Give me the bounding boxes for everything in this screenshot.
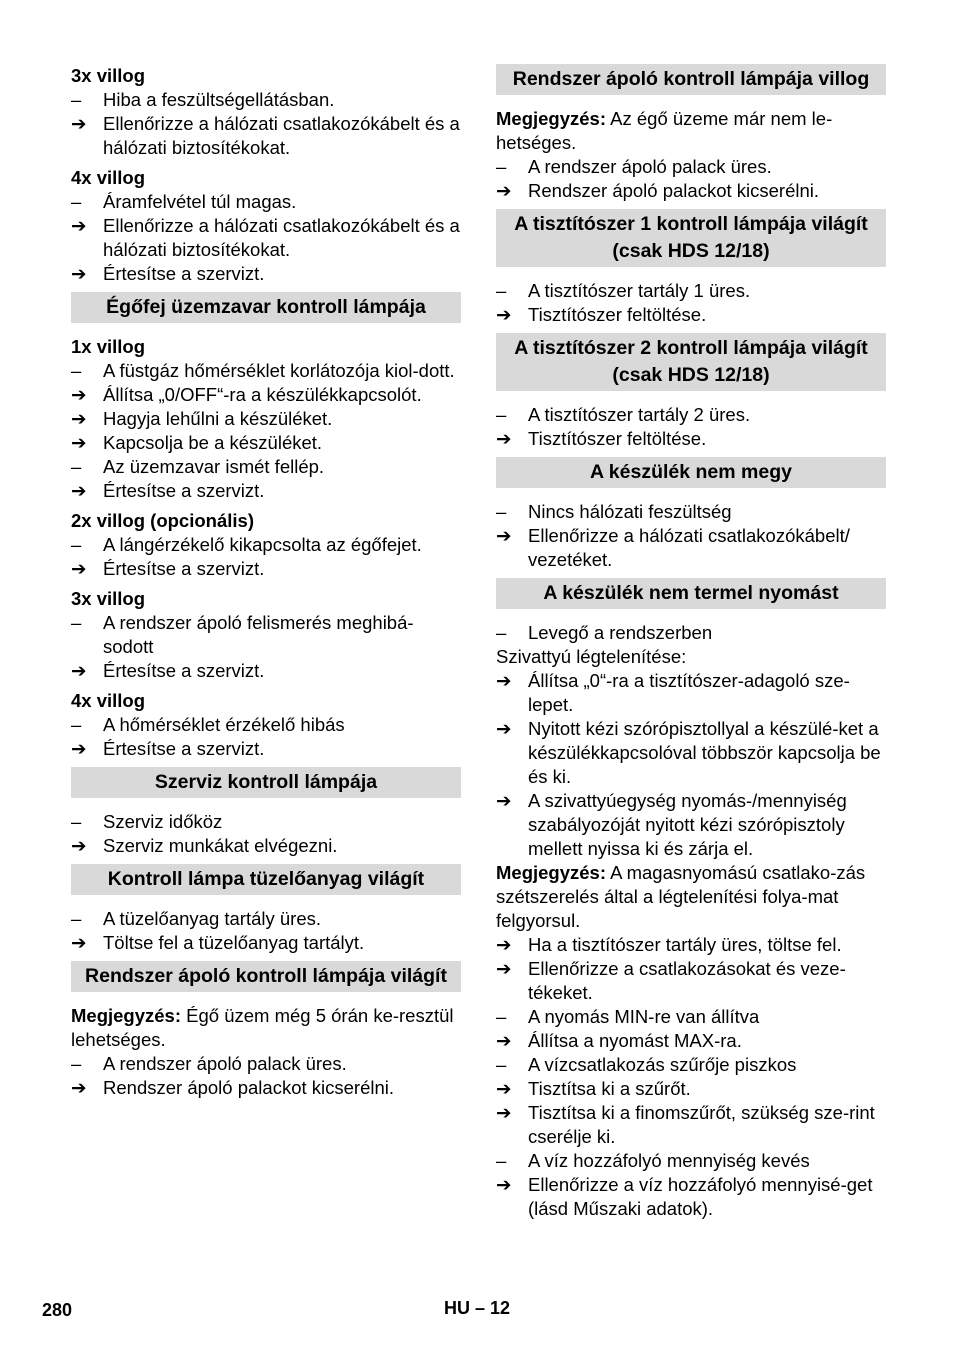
subheading: 3x villog bbox=[71, 65, 146, 86]
cause-item bbox=[496, 155, 886, 179]
subheading: 4x villog bbox=[71, 167, 146, 188]
arrow-icon: ➔ bbox=[71, 1077, 87, 1098]
subheading: 2x villog (opcionális) bbox=[71, 510, 254, 531]
cause-item bbox=[71, 810, 461, 834]
item-text: Tisztítószer feltöltése. bbox=[528, 304, 707, 325]
left-column bbox=[71, 64, 461, 1100]
action-item bbox=[496, 933, 886, 957]
arrow-icon: ➔ bbox=[496, 304, 512, 325]
arrow-icon: ➔ bbox=[71, 408, 87, 429]
action-item bbox=[71, 931, 461, 955]
item-text: Rendszer ápoló palackot kicserélni. bbox=[528, 180, 820, 201]
item-text: A tüzelőanyag tartály üres. bbox=[103, 908, 322, 929]
item-text: Levegő a rendszerben bbox=[528, 622, 713, 643]
action-item bbox=[496, 789, 886, 861]
section-heading: A készülék nem termel nyomást bbox=[496, 578, 886, 609]
action-item bbox=[71, 214, 461, 262]
action-item bbox=[496, 1077, 886, 1101]
dash-icon: – bbox=[71, 714, 82, 735]
section-heading: Rendszer ápoló kontroll lámpája villog bbox=[496, 64, 886, 95]
arrow-icon: ➔ bbox=[71, 113, 87, 134]
arrow-icon: ➔ bbox=[496, 1174, 512, 1195]
action-item bbox=[71, 431, 461, 455]
item-text: A füstgáz hőmérséklet korlátozója kiol-dott. bbox=[103, 360, 455, 381]
arrow-icon: ➔ bbox=[71, 558, 87, 579]
action-item bbox=[496, 1173, 886, 1221]
cause-item bbox=[71, 190, 461, 214]
dash-icon: – bbox=[496, 501, 507, 522]
dash-icon: – bbox=[71, 908, 82, 929]
item-text: Értesítse a szervizt. bbox=[103, 738, 265, 759]
arrow-icon: ➔ bbox=[71, 215, 87, 236]
arrow-icon: ➔ bbox=[496, 934, 512, 955]
item-text: Hiba a feszültségellátásban. bbox=[103, 89, 335, 110]
dash-icon: – bbox=[496, 1150, 507, 1171]
cause-item bbox=[71, 611, 461, 659]
dash-icon: – bbox=[71, 811, 82, 832]
action-item bbox=[71, 1076, 461, 1100]
arrow-icon: ➔ bbox=[496, 428, 512, 449]
item-text: Ellenőrizze a víz hozzáfolyó mennyisé-get (lásd Műszaki adatok). bbox=[528, 1174, 873, 1219]
note-label: Megjegyzés: bbox=[71, 1005, 182, 1026]
dash-icon: – bbox=[496, 1006, 507, 1027]
cause-item bbox=[71, 1052, 461, 1076]
item-text: Tisztítószer feltöltése. bbox=[528, 428, 707, 449]
action-item bbox=[71, 659, 461, 683]
action-item bbox=[71, 479, 461, 503]
section-heading: Szerviz kontroll lámpája bbox=[71, 767, 461, 798]
arrow-icon: ➔ bbox=[71, 835, 87, 856]
section-heading: A készülék nem megy bbox=[496, 457, 886, 488]
item-text: Ellenőrizze a hálózati csatlakozókábelt és a hálózati biztosítékokat. bbox=[103, 113, 460, 158]
item-text: Rendszer ápoló palackot kicserélni. bbox=[103, 1077, 395, 1098]
cause-item bbox=[71, 455, 461, 479]
item-text: Szerviz időköz bbox=[103, 811, 223, 832]
arrow-icon: ➔ bbox=[496, 670, 512, 691]
action-item bbox=[71, 383, 461, 407]
item-text: Állítsa a nyomást MAX-ra. bbox=[528, 1030, 742, 1051]
action-item bbox=[71, 834, 461, 858]
note-text: Égő üzem még 5 órán ke-resztül lehetséges. bbox=[71, 1005, 454, 1050]
action-item bbox=[496, 179, 886, 203]
section-heading: A tisztítószer 1 kontroll lámpája világít (csak HDS 12/18) bbox=[496, 209, 886, 267]
cause-item bbox=[71, 88, 461, 112]
cause-item bbox=[71, 533, 461, 557]
dash-icon: – bbox=[496, 622, 507, 643]
dash-icon: – bbox=[71, 360, 82, 381]
item-text: Ellenőrizze a hálózati csatlakozókábelt/ vezetéket. bbox=[528, 525, 850, 570]
section-heading: Égőfej üzemzavar kontroll lámpája bbox=[71, 292, 461, 323]
action-item bbox=[496, 1029, 886, 1053]
arrow-icon: ➔ bbox=[71, 480, 87, 501]
item-text: Kapcsolja be a készüléket. bbox=[103, 432, 323, 453]
arrow-icon: ➔ bbox=[71, 432, 87, 453]
dash-icon: – bbox=[496, 156, 507, 177]
action-item bbox=[496, 957, 886, 1005]
note-label: Megjegyzés: bbox=[496, 108, 607, 129]
dash-icon: – bbox=[496, 404, 507, 425]
item-text: Nincs hálózati feszültség bbox=[528, 501, 732, 522]
item-text: Hagyja lehűlni a készüléket. bbox=[103, 408, 333, 429]
arrow-icon: ➔ bbox=[496, 718, 512, 739]
arrow-icon: ➔ bbox=[71, 738, 87, 759]
item-text: Áramfelvétel túl magas. bbox=[103, 191, 297, 212]
note-text: Az égő üzeme már nem le-hetséges. bbox=[496, 108, 833, 153]
item-text: Állítsa „0“-ra a tisztítószer-adagoló sze-lepet. bbox=[528, 670, 850, 715]
item-text: A víz hozzáfolyó mennyiség kevés bbox=[528, 1150, 810, 1171]
action-item bbox=[496, 303, 886, 327]
right-column bbox=[496, 64, 886, 1221]
dash-icon: – bbox=[71, 534, 82, 555]
cause-item bbox=[496, 1005, 886, 1029]
note bbox=[71, 1004, 461, 1052]
arrow-icon: ➔ bbox=[496, 180, 512, 201]
cause-item bbox=[496, 1149, 886, 1173]
page-number: 280 bbox=[42, 1300, 73, 1320]
dash-icon: – bbox=[71, 456, 82, 477]
item-text: Ellenőrizze a csatlakozásokat és veze-tékeket. bbox=[528, 958, 846, 1003]
item-text: A vízcsatlakozás szűrője piszkos bbox=[528, 1054, 797, 1075]
action-item bbox=[71, 407, 461, 431]
cause-item bbox=[71, 907, 461, 931]
dash-icon: – bbox=[71, 89, 82, 110]
note-label: Megjegyzés: bbox=[496, 862, 607, 883]
action-item bbox=[496, 1101, 886, 1149]
action-item bbox=[71, 262, 461, 286]
item-text: A nyomás MIN-re van állítva bbox=[528, 1006, 760, 1027]
dash-icon: – bbox=[496, 280, 507, 301]
cause-item bbox=[71, 359, 461, 383]
paragraph: Szivattyú légtelenítése: bbox=[496, 646, 687, 667]
arrow-icon: ➔ bbox=[496, 1102, 512, 1123]
item-text: Tisztítsa ki a szűrőt. bbox=[528, 1078, 691, 1099]
item-text: Értesítse a szervizt. bbox=[103, 660, 265, 681]
arrow-icon: ➔ bbox=[496, 1078, 512, 1099]
action-item bbox=[496, 524, 886, 572]
subheading: 3x villog bbox=[71, 588, 146, 609]
arrow-icon: ➔ bbox=[496, 1030, 512, 1051]
item-text: A tisztítószer tartály 2 üres. bbox=[528, 404, 751, 425]
dash-icon: – bbox=[71, 191, 82, 212]
item-text: A tisztítószer tartály 1 üres. bbox=[528, 280, 751, 301]
subheading: 4x villog bbox=[71, 690, 146, 711]
cause-item bbox=[496, 500, 886, 524]
section-heading: Kontroll lámpa tüzelőanyag világít bbox=[71, 864, 461, 895]
item-text: A rendszer ápoló palack üres. bbox=[103, 1053, 347, 1074]
item-text: A szivattyúegység nyomás-/mennyiség szabályozóját nyitott kézi szórópisztoly mellett nyissa ki és zárja el. bbox=[528, 790, 847, 859]
section-heading: Rendszer ápoló kontroll lámpája világít bbox=[71, 961, 461, 992]
item-text: Ellenőrizze a hálózati csatlakozókábelt és a hálózati biztosítékokat. bbox=[103, 215, 460, 260]
arrow-icon: ➔ bbox=[71, 384, 87, 405]
item-text: Tisztítsa ki a finomszűrőt, szükség sze-rint cserélje ki. bbox=[528, 1102, 875, 1147]
action-item bbox=[71, 737, 461, 761]
item-text: Értesítse a szervizt. bbox=[103, 558, 265, 579]
note bbox=[496, 107, 886, 155]
item-text: Szerviz munkákat elvégezni. bbox=[103, 835, 338, 856]
page-label: HU – 12 bbox=[443, 1298, 511, 1318]
cause-item bbox=[71, 713, 461, 737]
item-text: A lángérzékelő kikapcsolta az égőfejet. bbox=[103, 534, 422, 555]
action-item bbox=[496, 717, 886, 789]
dash-icon: – bbox=[496, 1054, 507, 1075]
arrow-icon: ➔ bbox=[496, 525, 512, 546]
arrow-icon: ➔ bbox=[496, 958, 512, 979]
section-heading: A tisztítószer 2 kontroll lámpája világít (csak HDS 12/18) bbox=[496, 333, 886, 391]
item-text: Nyitott kézi szórópisztollyal a készülé-ket a készülékkapcsolóval többször kapcsolja be és ki. bbox=[528, 718, 881, 787]
item-text: Ha a tisztítószer tartály üres, töltse fel. bbox=[528, 934, 842, 955]
item-text: Töltse fel a tüzelőanyag tartályt. bbox=[103, 932, 365, 953]
note-text: A magasnyomású csatlako-zás szétszerelés által a légtelenítési folya-mat felgyorsul. bbox=[496, 862, 866, 931]
arrow-icon: ➔ bbox=[496, 790, 512, 811]
item-text: A rendszer ápoló felismerés meghibá-sodott bbox=[103, 612, 414, 657]
cause-item bbox=[496, 403, 886, 427]
item-text: Értesítse a szervizt. bbox=[103, 480, 265, 501]
cause-item bbox=[496, 279, 886, 303]
arrow-icon: ➔ bbox=[71, 660, 87, 681]
action-item bbox=[71, 112, 461, 160]
item-text: A hőmérséklet érzékelő hibás bbox=[103, 714, 345, 735]
item-text: A rendszer ápoló palack üres. bbox=[528, 156, 772, 177]
action-item bbox=[496, 669, 886, 717]
arrow-icon: ➔ bbox=[71, 932, 87, 953]
item-text: Állítsa „0/OFF“-ra a készülékkapcsolót. bbox=[103, 384, 422, 405]
dash-icon: – bbox=[71, 612, 82, 633]
action-item bbox=[496, 427, 886, 451]
item-text: Értesítse a szervizt. bbox=[103, 263, 265, 284]
subheading: 1x villog bbox=[71, 336, 146, 357]
item-text: Az üzemzavar ismét fellép. bbox=[103, 456, 325, 477]
arrow-icon: ➔ bbox=[71, 263, 87, 284]
cause-item bbox=[496, 621, 886, 645]
action-item bbox=[71, 557, 461, 581]
note bbox=[496, 861, 886, 933]
dash-icon: – bbox=[71, 1053, 82, 1074]
cause-item bbox=[496, 1053, 886, 1077]
